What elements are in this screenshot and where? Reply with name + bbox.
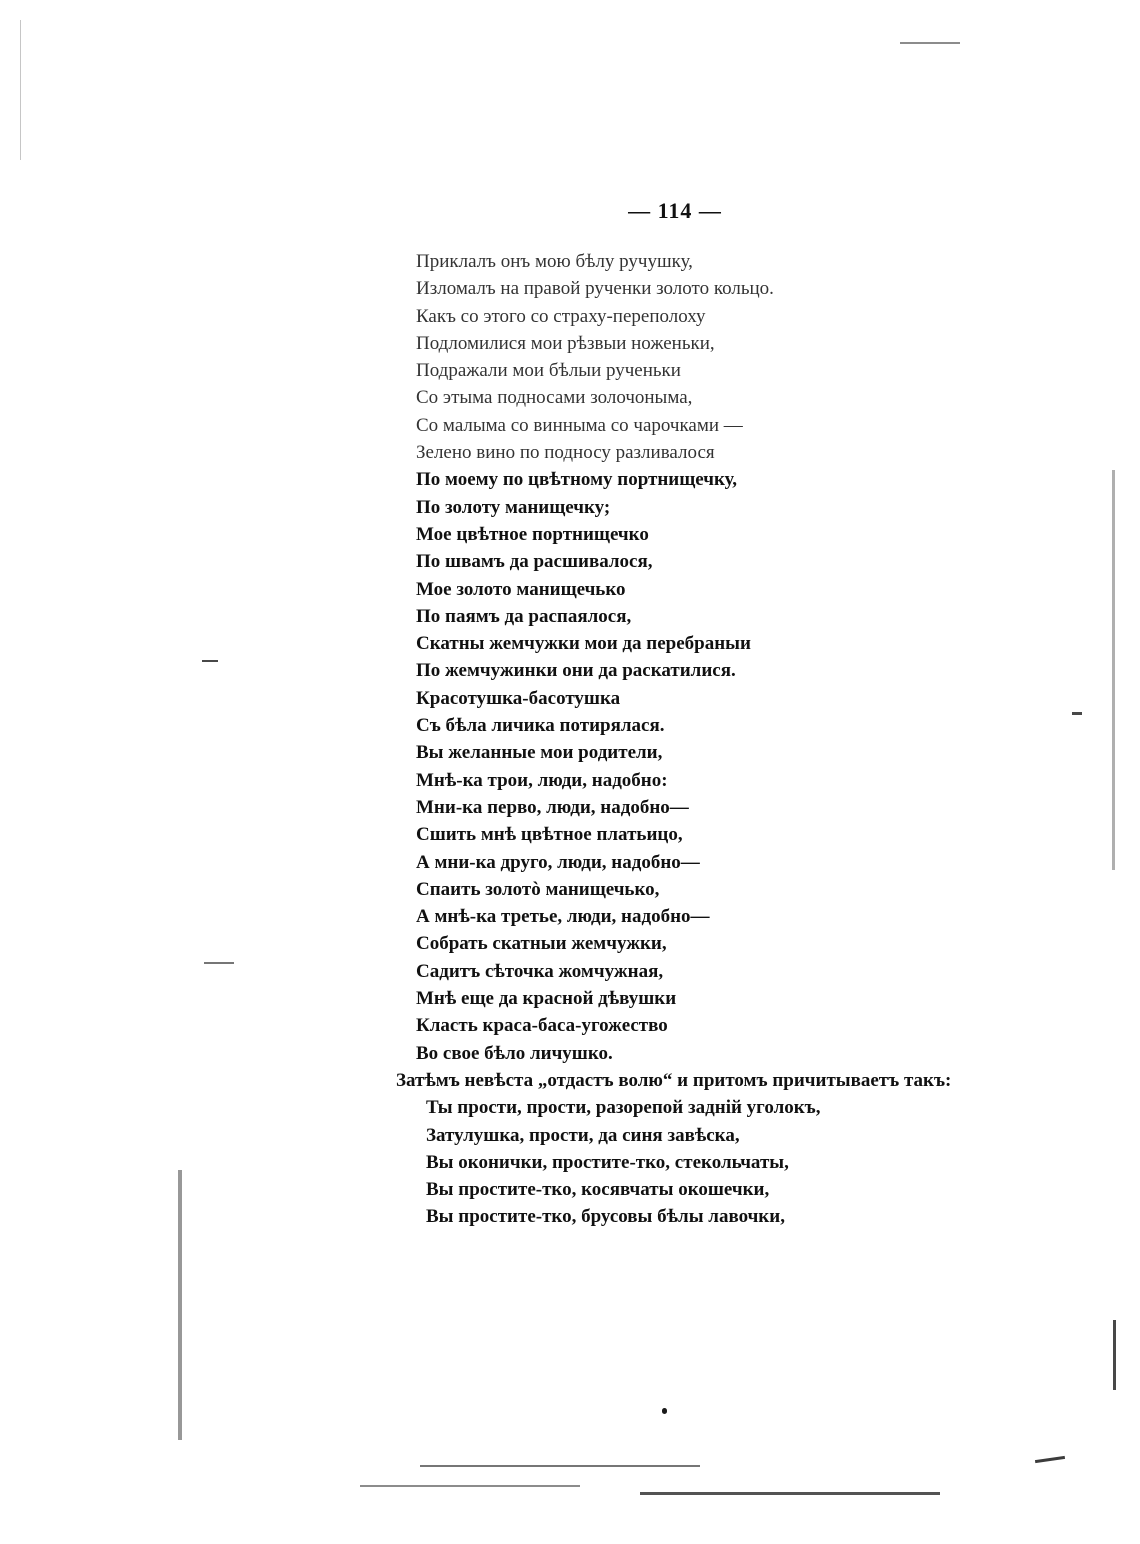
scan-artifact-bottom-right-mark: [1035, 1456, 1065, 1463]
scan-artifact-right-edge-low: [1113, 1320, 1116, 1390]
poem-line: Изломалъ на правой рученки золото кольцо.: [416, 278, 774, 300]
poem-line: Во свое бѣло личушко.: [416, 1042, 613, 1064]
scan-artifact-right-dash: [1072, 712, 1082, 715]
poem-line: Сшить мнѣ цвѣтное платьицо,: [416, 824, 683, 846]
poem-line: Вы желанные мои родители,: [416, 742, 663, 764]
poem-line: По паямъ да распаялося,: [416, 605, 632, 627]
poem-line: Мнѣ еще да красной дѣвушки: [416, 988, 677, 1010]
scan-artifact-left-edge: [178, 1170, 182, 1440]
scan-artifact-bottom-line-1: [420, 1465, 700, 1467]
lament-line: Вы простите-тко, косявчаты окошечки,: [426, 1179, 770, 1201]
poem-line: По моему по цвѣтному портнищечку,: [416, 469, 737, 491]
scan-artifact-right-edge: [1112, 470, 1115, 870]
scan-artifact-top-left-line: [20, 20, 21, 160]
poem-line: Мнѣ-ка трои, люди, надобно:: [416, 769, 668, 791]
scan-artifact-dot: [662, 1408, 667, 1414]
scan-artifact-top-right: [900, 42, 960, 44]
poem-line: Скатны жемчужки мои да перебраныи: [416, 633, 751, 655]
poem-line: Красотушка-басотушка: [416, 687, 621, 709]
poem-line: Со малыма со винныма со чарочками —: [416, 414, 743, 436]
scan-artifact-bottom-line-2: [640, 1492, 940, 1495]
poem-line: По швамъ да расшивалося,: [416, 551, 653, 573]
poem-line: Мое золото манищечько: [416, 578, 626, 600]
scan-artifact-left-dash: [202, 660, 218, 662]
poem-line: Мое цвѣтное портнищечко: [416, 523, 649, 545]
poem-line: Подломилися мои рѣзвыи ноженьки,: [416, 332, 715, 354]
poem-line: Класть краса-баса-угожество: [416, 1015, 668, 1037]
poem-line: А мнѣ-ка третье, люди, надобно—: [416, 906, 710, 928]
lament-line: Затулушка, прости, да синя завѣска,: [426, 1124, 740, 1146]
poem-line: Собрать скатныи жемчужки,: [416, 933, 667, 955]
poem-line: Подражали мои бѣлыи рученьки: [416, 360, 681, 382]
lament-line: Ты прости, прости, разорепой заднiй уголокъ,: [426, 1097, 821, 1119]
lament-line: Вы оконички, простите-тко, стекольчаты,: [426, 1151, 789, 1173]
text-block: [396, 248, 1056, 1231]
lament-line: Вы простите-тко, брусовы бѣлы лавочки,: [426, 1206, 785, 1228]
scan-artifact-left-dash-2: [204, 962, 234, 964]
poem-line: Какъ со этого со страху-переполоху: [416, 305, 706, 327]
poem-line: Съ бѣла личика потирялася.: [416, 715, 665, 737]
poem-line: Зелено вино по подносу разливалося: [416, 442, 715, 464]
scan-artifact-bottom-line-3: [360, 1485, 580, 1487]
poem-line: По золоту манищечку;: [416, 496, 611, 518]
page-number: — 114 —: [628, 198, 722, 223]
poem-line: Садитъ сѣточка жомчужная,: [416, 960, 664, 982]
poem-line: А мни-ка друго, люди, надобно—: [416, 851, 700, 873]
poem-line: Спаить золотò манищечько,: [416, 878, 660, 900]
poem-line: Приклалъ онъ мою бѣлу ручушку,: [416, 251, 693, 272]
narration-line: Затѣмъ невѣста „отдастъ волю“ и притомъ причитываетъ такъ:: [396, 1069, 952, 1091]
poem-line: Мни-ка перво, люди, надобно—: [416, 796, 689, 818]
poem-line: По жемчужинки они да раскатилися.: [416, 660, 736, 682]
poem-line: Со этыма подносами золочоныма,: [416, 387, 693, 409]
